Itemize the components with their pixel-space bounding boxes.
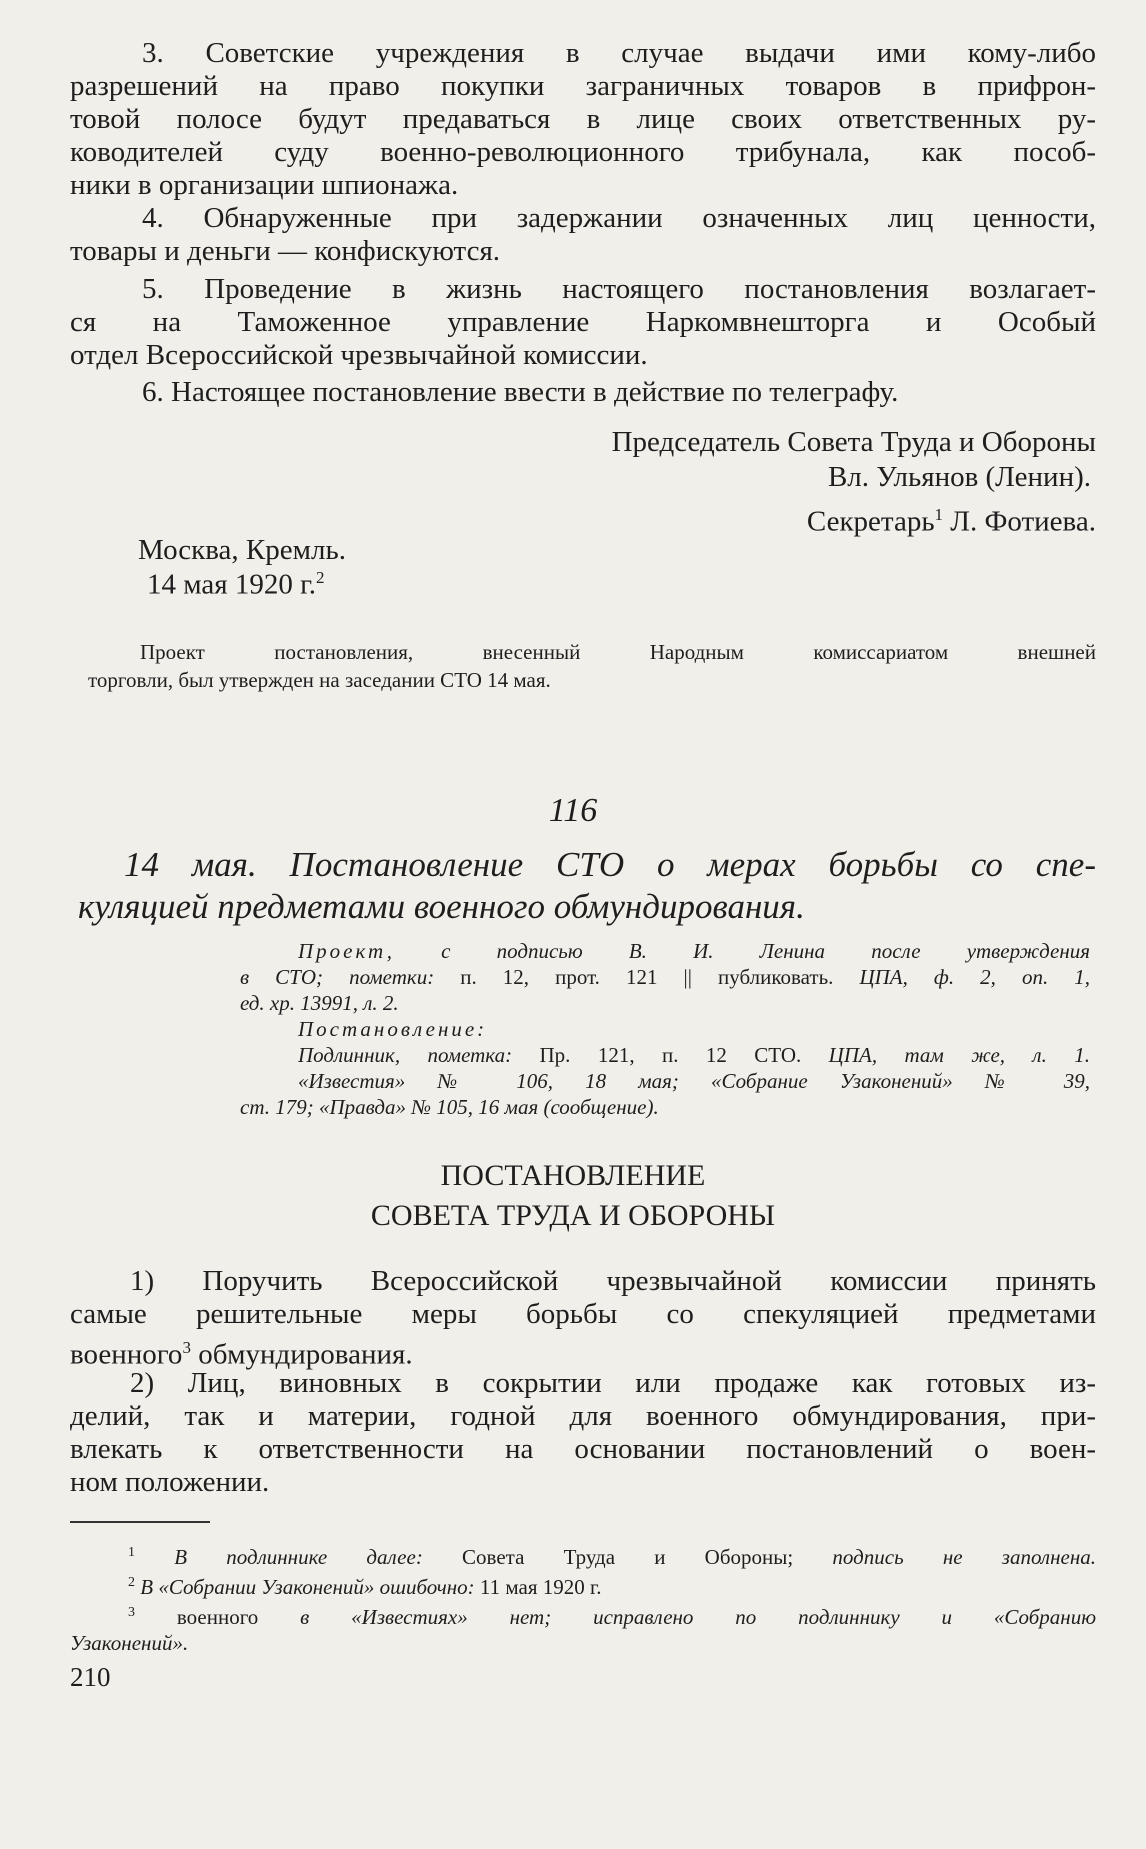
- decree-paragraph-2: [70, 1367, 1096, 1499]
- date-line: [147, 568, 325, 602]
- editorial-note-line: торговли, был утвержден на заседании СТО 14 мая.: [88, 668, 551, 692]
- source-line: [240, 1016, 1090, 1042]
- footnote-text: подпись не заполнена.: [832, 1545, 1096, 1569]
- item-3-line: ководителей суду военно-революционного трибунала, как пособ-: [70, 136, 1096, 168]
- footnote-text: 11 мая 1920 г.: [479, 1575, 602, 1599]
- source-line: ед. хр. 13991, л. 2.: [240, 991, 399, 1015]
- source-text: ЦПА, там же, л. 1.: [828, 1043, 1090, 1067]
- paragraph-line: делий, так и материи, годной для военного обмундирования, при-: [70, 1400, 1096, 1432]
- footnote-mark: 1: [128, 1545, 135, 1560]
- chair-title: Председатель Совета Труда и Обороны: [611, 426, 1096, 458]
- decree-title-line: СОВЕТА ТРУДА И ОБОРОНЫ: [370, 1199, 776, 1232]
- item-3: [70, 37, 1096, 202]
- item-4-line: 4. Обнаруженные при задержании означенных лиц ценности,: [142, 202, 1096, 234]
- footnote-ref: 2: [316, 568, 325, 587]
- paragraph-line: ном положении.: [70, 1466, 270, 1498]
- footnote-mark: 3: [128, 1605, 135, 1620]
- source-text: п. 12, прот. 121 || публиковать.: [460, 965, 834, 989]
- paragraph-line: самые решительные меры борьбы со спекуляцией предметами: [70, 1298, 1096, 1330]
- item-5: [70, 273, 1096, 372]
- footnote-separator: [70, 1521, 210, 1523]
- document-number: 116: [548, 792, 598, 829]
- paragraph-line: влекать к ответственности на основании постановлений о воен-: [70, 1433, 1096, 1465]
- date: 14 мая 1920 г.: [147, 568, 316, 601]
- source-line: [240, 1042, 1090, 1068]
- chair-name: Вл. Ульянов (Ленин).: [827, 461, 1091, 493]
- paragraph-line: [70, 1331, 1096, 1372]
- footnote-3: [70, 1600, 1096, 1630]
- source-text: Подлинник, пометка:: [298, 1043, 513, 1067]
- source-references: [240, 938, 1090, 1120]
- editorial-note-line: Проект постановления, внесенный Народным комиссариатом внешней: [140, 640, 1096, 664]
- place: Москва, Кремль.: [138, 534, 346, 566]
- source-line: [240, 964, 1090, 990]
- source-line: ст. 179; «Правда» № 105, 16 мая (сообщение).: [240, 1095, 659, 1119]
- paragraph-line: 1) Поручить Всероссийской чрезвычайной комиссии принять: [130, 1265, 1096, 1297]
- item-6: [142, 376, 898, 409]
- footnote-mark: 2: [128, 1575, 135, 1590]
- footnote-1: [70, 1540, 1096, 1570]
- footnote-text: В подлиннике далее:: [174, 1545, 423, 1569]
- decree-title-line: ПОСТАНОВЛЕНИЕ: [440, 1159, 706, 1192]
- item-3-line: товой полосе будут предаваться в лице своих ответственных ру-: [70, 103, 1096, 135]
- footnote-3-continued: Узаконений».: [70, 1631, 189, 1655]
- item-4-line: товары и деньги — конфискуются.: [70, 235, 501, 267]
- footnote-2: [70, 1570, 1096, 1600]
- item-6-line: 6. Настоящее постановление ввести в действие по телеграфу.: [142, 376, 899, 408]
- heading-line: куляцией предметами военного обмундирования.: [78, 887, 805, 926]
- project-text: с подписью В. И. Ленина после утверждения: [441, 939, 1091, 963]
- editorial-note: [88, 638, 1096, 694]
- item-3-line: 3. Советские учреждения в случае выдачи ими кому-либо: [142, 37, 1096, 69]
- heading-line: 14 мая. Постановление СТО о мерах борьбы со спе-: [124, 845, 1096, 884]
- item-5-line: ся на Таможенное управление Наркомвнешторга и Особый: [70, 306, 1096, 338]
- project-label: Проект,: [298, 939, 395, 963]
- footnote-text: Совета Труда и Обороны;: [462, 1545, 794, 1569]
- page-number: 210: [70, 1662, 111, 1692]
- paragraph-word: обмундирования.: [198, 1338, 413, 1371]
- footnote-ref: 3: [182, 1338, 191, 1357]
- item-3-line: разрешений на право покупки заграничных товаров в прифрон-: [70, 70, 1096, 102]
- source-text: в СТО; пометки:: [240, 965, 435, 989]
- decree-paragraph-1: [70, 1265, 1096, 1372]
- decree-label: Постановление:: [298, 1017, 488, 1041]
- footnotes: [70, 1540, 1096, 1656]
- source-text: ЦПА, ф. 2, оп. 1,: [859, 965, 1091, 989]
- source-text: Пр. 121, п. 12 СТО.: [539, 1043, 802, 1067]
- item-4: [70, 202, 1096, 268]
- secretary-line: [807, 505, 1096, 539]
- footnote-text: В «Собрании Узаконений» ошибочно:: [140, 1575, 475, 1599]
- document-heading: [78, 844, 1096, 928]
- source-line: «Известия» № 106, 18 мая; «Собрание Узаконений» № 39,: [298, 1069, 1090, 1093]
- secretary-label: Секретарь: [806, 505, 935, 538]
- item-3-line: ники в организации шпионажа.: [70, 169, 459, 201]
- paragraph-word: военного: [70, 1338, 183, 1371]
- source-line: [240, 938, 1090, 964]
- paragraph-line: 2) Лиц, виновных в сокрытии или продаже как готовых из-: [130, 1367, 1096, 1399]
- item-5-line: отдел Всероссийской чрезвычайной комиссии.: [70, 339, 648, 371]
- footnote-text: в «Известиях» нет; исправлено по подлиннику и «Собранию: [300, 1605, 1097, 1629]
- secretary-name: Л. Фотиева.: [950, 505, 1096, 538]
- footnote-ref: 1: [934, 505, 944, 524]
- footnote-text: военного: [176, 1605, 259, 1629]
- decree-title: [0, 1156, 1146, 1236]
- item-5-line: 5. Проведение в жизнь настоящего постановления возлагает-: [142, 273, 1096, 305]
